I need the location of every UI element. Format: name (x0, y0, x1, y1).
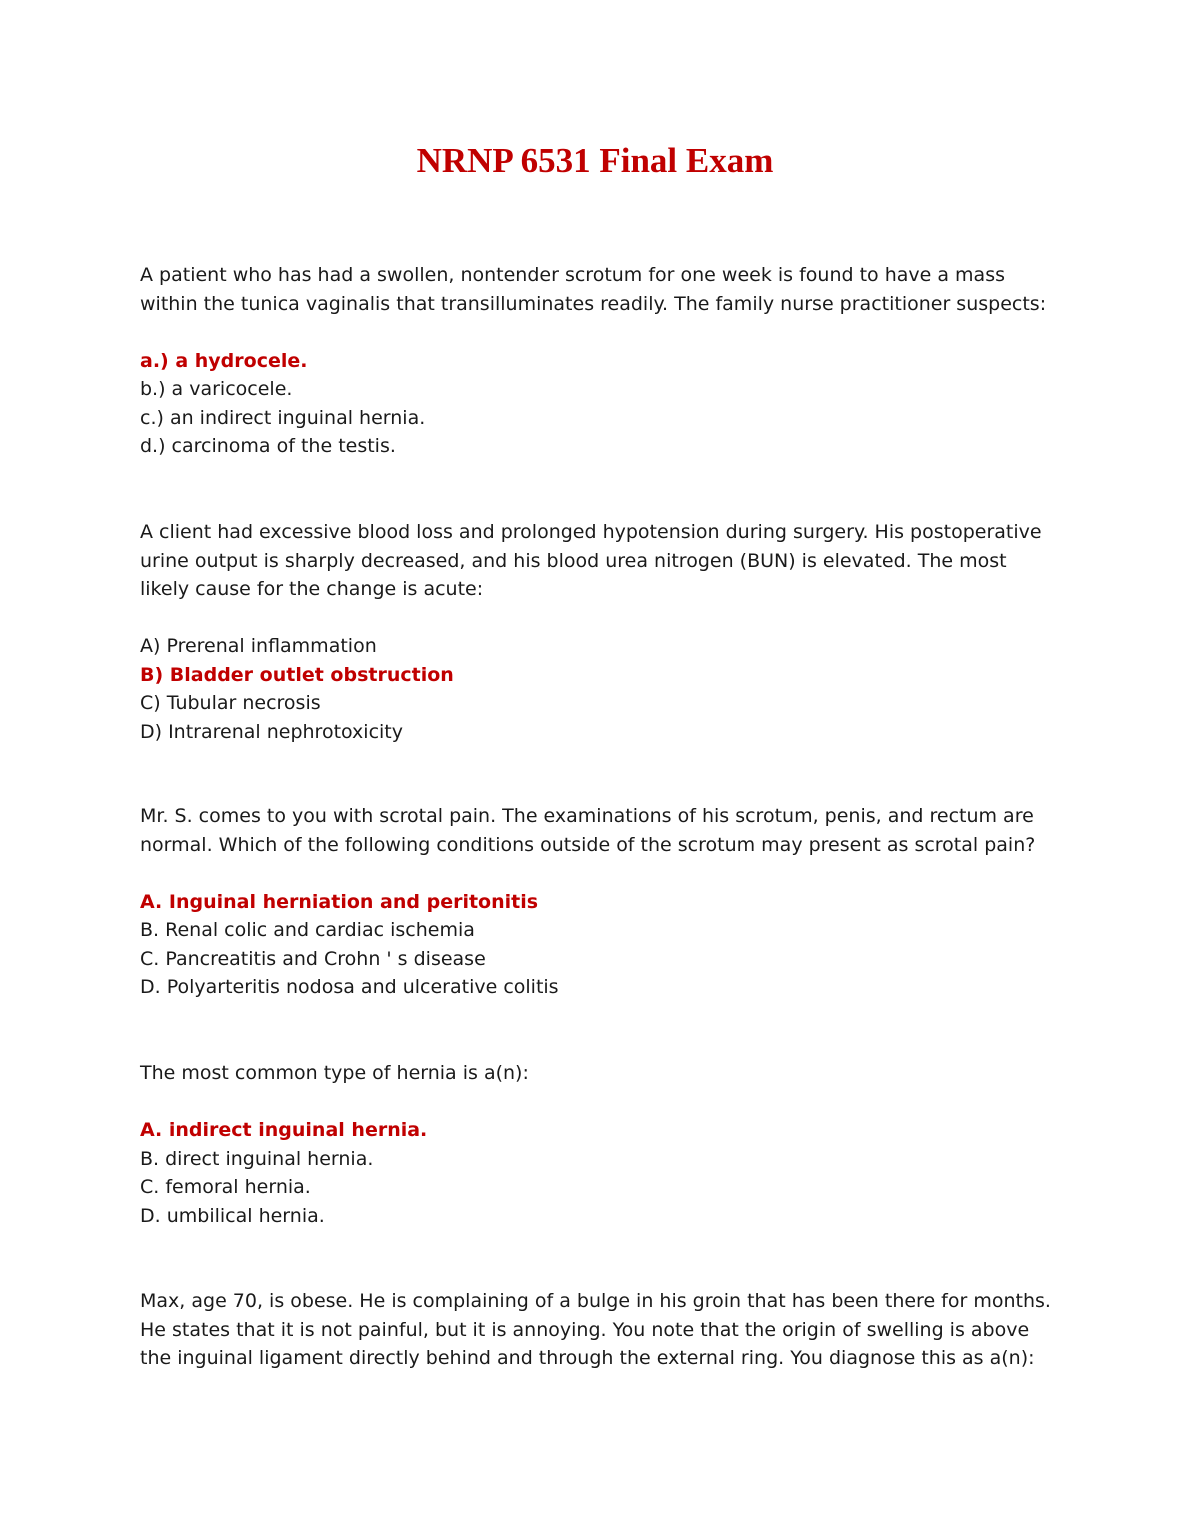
question-stem (140, 802, 1060, 859)
question-stem (140, 261, 1060, 318)
answer-option: D) Intrarenal nephrotoxicity (140, 720, 404, 743)
stem-line: A client had excessive blood loss and prolonged hypotension during surgery. His postoperative (140, 521, 1042, 543)
answer-option: C. femoral hernia. (140, 1176, 311, 1198)
answer-option: D. umbilical hernia. (140, 1204, 325, 1227)
stem-line: A patient who has had a swollen, nontender scrotum for one week is found to have a mass (140, 264, 1005, 286)
question-stem (140, 1059, 1060, 1088)
stem-line: Max, age 70, is obese. He is complaining of a bulge in his groin that has been there for months. (140, 1290, 1051, 1312)
answer-option: D. Polyarteritis nodosa and ulcerative colitis (140, 976, 559, 998)
question-3 (140, 802, 1060, 1002)
answer-option: B. direct inguinal hernia. (140, 1147, 374, 1170)
answer-option: d.) carcinoma of the testis. (140, 435, 396, 457)
stem-line: normal. Which of the following conditions outside of the scrotum may present as scrotal pain? (140, 833, 1036, 856)
answer-options (140, 632, 1060, 746)
answer-options (140, 1116, 1060, 1230)
answer-option: b.) a varicocele. (140, 378, 293, 400)
question-2 (140, 518, 1060, 746)
stem-line: The most common type of hernia is a(n): (140, 1062, 529, 1084)
stem-line: within the tunica vaginalis that transilluminates readily. The family nurse practitioner suspects: (140, 292, 1047, 315)
stem-line: the inguinal ligament directly behind and through the external ring. You diagnose this as a(n): (140, 1347, 1035, 1369)
answer-option-correct: A. Inguinal herniation and peritonitis (140, 890, 539, 913)
question-stem (140, 1287, 1060, 1373)
question-stem (140, 518, 1060, 604)
stem-line: Mr. S. comes to you with scrotal pain. The examinations of his scrotum, penis, and rectum are (140, 805, 1034, 827)
page-title: NRNP 6531 Final Exam (416, 141, 774, 180)
answer-options (140, 347, 1060, 461)
answer-option: C. Pancreatitis and Crohn ' s disease (140, 947, 486, 970)
question-5 (140, 1287, 1060, 1373)
answer-option: c.) an indirect inguinal hernia. (140, 406, 426, 429)
answer-option-correct: A. indirect inguinal hernia. (140, 1119, 428, 1141)
stem-line: urine output is sharply decreased, and his blood urea nitrogen (BUN) is elevated. The most (140, 549, 1007, 572)
answer-option: A) Prerenal inflammation (140, 635, 377, 657)
answer-option-correct: B) Bladder outlet obstruction (140, 663, 454, 686)
stem-line: likely cause for the change is acute: (140, 578, 484, 600)
question-4 (140, 1059, 1060, 1230)
stem-line: He states that it is not painful, but it is annoying. You note that the origin of swelling is above (140, 1318, 1030, 1341)
answer-option: C) Tubular necrosis (140, 692, 321, 714)
question-1 (140, 261, 1060, 461)
answer-option: B. Renal colic and cardiac ischemia (140, 919, 475, 941)
answer-options (140, 888, 1060, 1002)
answer-option-correct: a.) a hydrocele. (140, 349, 308, 372)
